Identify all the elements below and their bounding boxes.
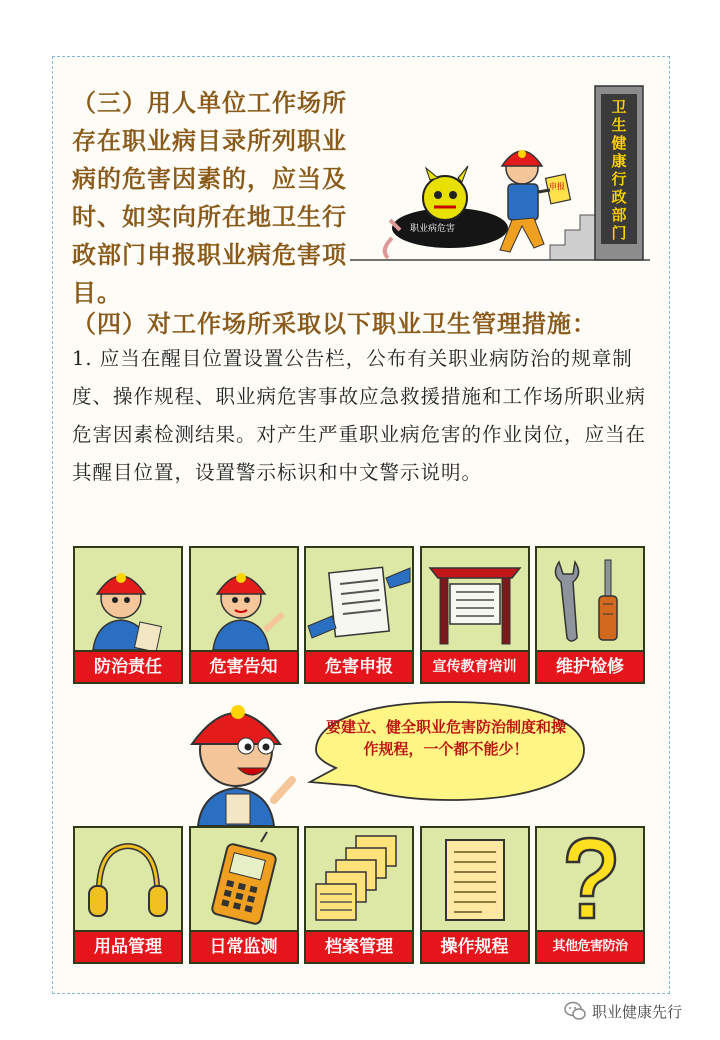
tile-hazard-reporting: [304, 546, 414, 684]
tile-education-training: [420, 546, 530, 684]
speech-bubble-text: 要建立、健全职业危害防治制度和操作规程，一个都不能少！: [326, 718, 567, 758]
tile-other-hazards: [535, 826, 645, 964]
document-sheet-icon: [420, 826, 530, 932]
tiles-row1: [73, 546, 645, 684]
hand-document-icon: [304, 546, 414, 652]
document-label: 申报: [549, 182, 565, 191]
wrench-screwdriver-icon: [535, 546, 645, 652]
watermark-text: 职业健康先行: [592, 1002, 683, 1021]
section4-item1: 1. 应当在醒目位置设置公告栏，公布有关职业病防治的规章制度、操作规程、职业病危害事故应急救援措施和工作场所职业病危害因素检测结果。对产生严重职业病危害的作业岗位，应当在其醒目位置，设置警示标识和中文警示说明。: [72, 347, 647, 484]
tile-operating-procedures: [420, 826, 530, 964]
tile-prevention-responsibility: [73, 546, 183, 684]
wechat-icon: [564, 1001, 586, 1021]
archive-files-icon: [304, 826, 414, 932]
tile-label: 档案管理: [304, 932, 414, 964]
report-illustration: [350, 80, 655, 265]
tile-maintenance: [535, 546, 645, 684]
bulletin-board-icon: [420, 546, 530, 652]
tile-daily-monitoring: [189, 826, 299, 964]
tile-archive-management: [304, 826, 414, 964]
tile-label: 危害申报: [304, 652, 414, 684]
creature-label: 职业病危害: [410, 224, 456, 234]
tile-label: 其他危害防治: [535, 932, 645, 964]
section3-text: （三）用人单位工作场所存在职业病目录所列职业病的危害因素的，应当及时、如实向所在地卫生行政部门申报职业病危害项目。: [72, 88, 347, 307]
tile-label: 用品管理: [73, 932, 183, 964]
tile-ppe-management: [73, 826, 183, 964]
earmuffs-icon: [73, 826, 183, 932]
tile-label: 防治责任: [73, 652, 183, 684]
question-mark-icon: [535, 826, 645, 932]
tile-label: 危害告知: [189, 652, 299, 684]
section4-title: （四）对工作场所采取以下职业卫生管理措施：: [72, 309, 597, 338]
tile-label: 日常监测: [189, 932, 299, 964]
worker-clipboard-icon: [73, 546, 183, 652]
watermark: [564, 998, 682, 1024]
monitor-device-icon: [189, 826, 299, 932]
tile-label: 宣传教育培训: [420, 652, 530, 684]
tile-hazard-notification: [189, 546, 299, 684]
tiles-row2: [73, 826, 645, 964]
building-sign: 卫生健康行政部门: [611, 98, 627, 242]
tile-label: 操作规程: [420, 932, 530, 964]
tile-label: 维护检修: [535, 652, 645, 684]
worker-pointing-icon: [189, 546, 299, 652]
